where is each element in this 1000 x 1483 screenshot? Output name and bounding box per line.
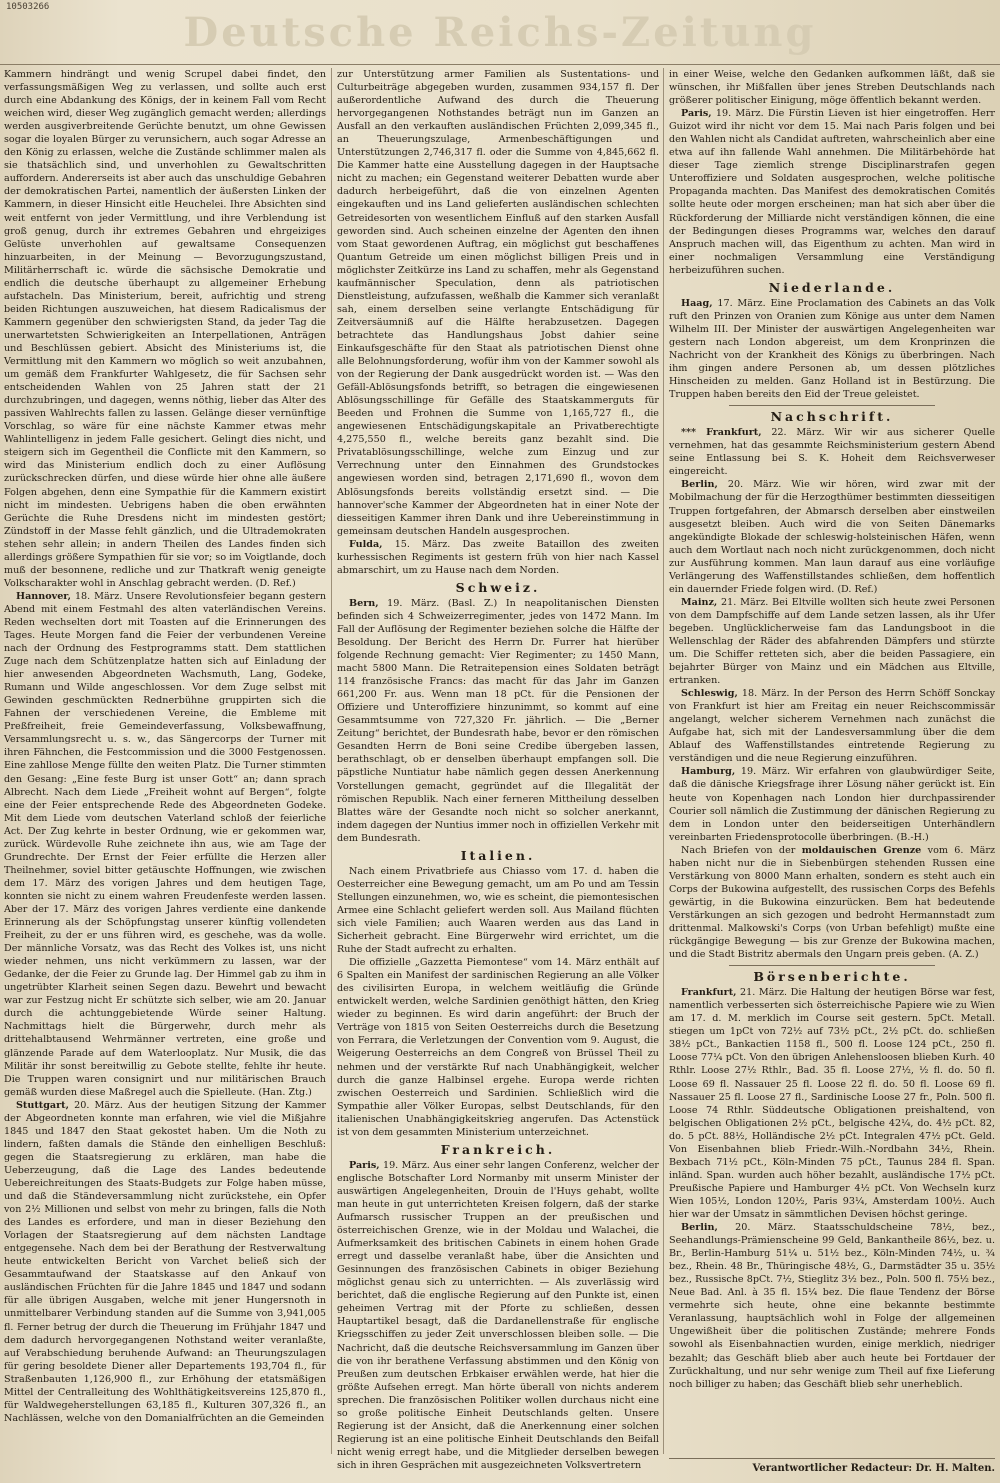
article-text: 21. März. Bei Eltville wollten sich heute zwei Personen von dem Dampfschiffe auf dem Lande setzen lassen, als ihr Ufer begeben. Unglücklicherweise fam das Landungsboot in die Wellenschlag der Räder des abfahrenden Dämpfers und stürzte um. Die Schiffer retteten sich, aber die beiden Passagiere, ein bejahrter Bürger von Mainz und ein Mädchen aus Eltville, ertranken. <box>669 596 995 687</box>
article-paragraph <box>669 1221 995 1391</box>
dateline-place: Paris, <box>681 108 712 120</box>
article-paragraph <box>669 844 995 961</box>
article-paragraph <box>4 590 326 1099</box>
article-text: Nach Briefen von der <box>681 844 802 856</box>
article-text: 18. März. Unsere Revolutionsfeier begann gestern Abend mit einem Festmahl des alten vaterländischen Vereins. Reden wechselten dort mit Toasten auf die Erinnerungen des Tages. Heute Morgen fand die Feier der verbundenen Vereine nach der Ordnung des Festprogramms statt. Dem stattlichen Zuge nach dem Schützenplatze hatten sich auf Einladung der hier anwesenden Abgeordneten Wachsmuth, Lang, Godeke, Rumann und Wilde angeschlossen. Vor dem Zuge selbst mit Gewinden geschmückten Rednerbühne gruppirten sich die Fahnen der verschiedenen Vereine, die Embleme mit Preßfreiheit, freie Gemeindeverfassung, Volksbewaffnung, Versammlungsrecht u. s. w., das Sängercorps der Turner mit ihren Fähnchen, die Festcommission und die 3000 Festgenossen. Eine zahllose Menge füllte den weiten Platz. Die Turner stimmten den Gesang: „Eine feste Burg ist unser Gott“ an; dann sprach Albrecht. Nach dem Liede „Freiheit wohnt auf Bergen“, folgte eine der Feier entsprechende Rede des Abgeordneten Godeke. Mit dem Liede vom deutschen Vaterland schloß der feierliche Act. Der Zug kehrte in bester Ordnung, wie er gekommen war, zurück. Würdevolle Ruhe zeichnete ihn aus, wie am Tage der Grundrechte. Der Ernst der Feier erfüllte die Herzen aller Theilnehmer, soviel bitter getäuschte Hoffnungen, wie zwischen dem 17. März des vorigen Jahres und dem heutigen Tage, konnten sie nicht zu einem wahren Freudenfeste werden lassen. Aber der 17. März des vorigen Jahres verdiente eine dankende Erinnerung als der Schöpfungstag unserer künftig vollendeten Freiheit, zu der er uns führen wird, es geschehe, was da wolle. Der männliche Vorsatz, was das Recht des Volkes ist, uns nicht wieder nehmen, uns nicht verkümmern zu lassen, war der Gedanke, der die Feier zu Grunde lag. Der Himmel gab zu ihm in ungetrübter Klarheit seinen Segen dazu. Bewehrt und bewacht war zur Festzug nicht Er schützte sich selber, wie am 20. Januar durch die achtunggebietende Würde seiner Haltung. Nachmittags hielt die Bürgerwehr, durch mehr als drittehalbtausend Wehrmänner vertreten, eine große und glänzende Parade auf dem Waterlooplatz. Nur Musik, die das Militär ihr sonst bereitwillig zu Gebote stellte, fehlte ihr heute. Die Truppen waren consignirt und nur militärischen Brauch gemäß wurden diese Maßregel auch die Spielleute. (Han. Ztg.) <box>4 590 326 1098</box>
column-1 <box>4 68 326 1454</box>
column-divider <box>331 68 332 1454</box>
dateline-place: Hannover, <box>16 590 72 602</box>
article-paragraph: Kammern hindrängt und wenig Scrupel dabei findet, den verfassungsmäßigen Weg zu verlassen, und sollte auch erst durch eine Abdankung des Königs, der in keinem Fall vom Recht weichen wird, dieser Weg zugänglich gemacht werden; allerdings werden ausgiverbreitende Gerüchte benutzt, um ohne Gewissen sogar die loyalen Bürger zu verunsichern, auch sogar Adresse an den König zu erlassen, welche die Zustände schlimmer malen als sie thatsächlich sind, und unverhohlen zu Gewaltschritten auffordern. Andererseits ist aber auch das unschuldige Gebahren der demokratischen Partei, namentlich der äußersten Linken der Kammern, in dieser Hinsicht eitle Heuchelei. Ihre Absichten sind weit entfernt von jeder Vermittlung, und ihre Verblendung ist groß genug, durch ihr extremes Gebahren und ehrgeiziges Gelüste unverhohlen auf gewaltsame Consequenzen hinzuarbeiten, in der Meinung — Bevorzugungszustand, Militärherrschaft ic. würde die sächsische Demokratie und endlich die deutsche überhaupt zu allgemeiner Erhebung aufstacheln. Das Ministerium, bereit, aufrichtig und streng beiden Richtungen auszuweichen, hat diesem Radicalismus der Kammern gegenüber den schwierigsten Stand, da jeder Tag die unerwartetsten Schwierigkeiten an Interpellationen, Anträgen und Beschlüssen gebiert. Absicht des Ministeriums ist, die Vermittlung mit den Kammern wo möglich so weit anzubahnen, um gemäß dem Frankfurter Wahlgesetz, die für Sachsen sehr entscheidenden Wahlen von 25 Jahren statt der 21 durchzubringen, und dagegen, wenns nöthig, lieber das Alter des passiven Wahlrechts fallen zu lassen. Gelänge dieser vernünftige Vorschlag, so wäre für eine nächste Kammer etwas mehr Wahlintelligenz in jedem Falle gesichert. Gelingt dies nicht, und steigern sich im Gegentheil die Conflicte mit den Kammern, so wird das Ministerium endlich doch zu einer Auflösung zurückschrecken dürfen, und diese würde hier ohne alle äußere Folgen abgehen, denn eine Sympathie für die Kammern existirt nicht im mindesten. Uebrigens haben die oben erwähnten Gerüchte die Ruhe Dresdens nicht im mindesten gestört; Zündstoff in der Masse fehlt gänzlich, und die Ultrademokraten stehen sehr allein; in andern Theilen des Landes finden sich allerdings größere Sympathien für sie vor; so im Voigtlande, doch muß der besonnene, redliche und zur Thatkraft wenig geneigte Volkscharakter wohl in Anschlag gebracht werden. (D. Ref.) <box>4 69 326 589</box>
article-paragraph: Nach einem Privatbriefe aus Chiasso vom 17. d. haben die Oesterreicher eine Bewegung gemacht, um am Po und am Tessin Stellungen einzunehmen, wo, wie es scheint, die piemontesischen Armee eine Schlacht geliefert werden soll. Aus Mailand flüchten sich viele Familien; auch Waaren werden aus das Land in Sicherheit gebracht. Eine Bürgerwehr wird errichtet, um die Ruhe der Stadt aufrecht zu erhalten. <box>337 865 659 956</box>
section-heading: Schweiz. <box>455 579 541 595</box>
dateline-place: moldauischen Grenze <box>801 844 922 856</box>
dateline-place: Stuttgart, <box>16 1099 69 1111</box>
article-text: 19. März. Aus einer sehr langen Conferenz, welcher der englische Botschafter Lord Normanby mit unserm Minister der auswärtigen Angelegenheiten, Drouin de l'Huys gehabt, wollte man heute in gut unterrichteten Kreisen folgern, daß der starke Aufmarsch russischer Truppen an der preußischen und österreichischen Grenze, wie in der Moldau und Walachei, die Aufmerksamkeit des britischen Cabinets in einem hohen Grade erregt und dasselbe veranlaßt habe, über die Ansichten und Gesinnungen des französischen Cabinets in obiger Beziehung möglichst genau sich zu unterrichten. — Als zuverlässig wird berichtet, daß die englische Regierung auf den Punkte ist, einen geheimen Vertrag mit der Pforte zu schließen, dessen Hauptartikel besagt, daß die Dardanellenstraße für englische Kriegsschiffen zu jeder Zeit unverschlossen bleiben solle. — Die Nachricht, daß die deutsche Reichsversammlung im Ganzen über die von ihr berathene Verfassung abstimmen und den König von Preußen zum deutschen Erbkaiser erwählen werde, hat hier die größte Aufsehen erregt. Man hörte überall von nichts anderem sprechen. Die französischen Politiker wollen durchaus nicht eine so große politische Einheit Deutschlands gelten. Unsere Regierung ist der Ansicht, daß die Anerkennung einer solchen Regierung ist an eine politische Einheit Deutschlands den Beifall nicht wenig erregt habe, und die Mitglieder derselben bewegen sich in ihren Gesprächen mit ausgezeichneten Volksvertretern <box>337 1159 659 1471</box>
column-2 <box>337 68 659 1471</box>
dateline-place: Frankfurt, <box>681 987 737 999</box>
article-text: vom 6. März haben nicht nur die in Siebenbürgen stehenden Russen eine Verstärkung von 8000 Mann erhalten, sondern es steht auch ein Corps der Bukowina aufgestellt, des russischen Corps des Befehls gewärtig, in die Bukowina einzurücken. Bem hat bedeutende Verstärkungen an sich gezogen und bedroht Hermannstadt zum drittenmal. Malkowski's Corps (von Urban befehligt) mußte eine rückgängige Bewegung — bis zur Grenze der Bukowina machen, und die Stadt Bistritz abermals den Ungarn preis geben. (A. Z.) <box>669 844 996 961</box>
article-text: 17. März. Eine Proclamation des Cabinets an das Volk ruft den Prinzen von Oranien zum Könige aus unter dem Namen Wilhelm III. Der Minister der auswärtigen Angelegenheiten war gestern nach London abgereist, um dem Kronprinzen die Nachricht von der Krankheit des Königs zu überbringen. Nach ihm gingen andere Personen ab, um dessen plötzliches Hinscheiden zu melden. Ganz Holland ist in Bestürzung. Die Truppen haben bereits den Eid der Treue geleistet. <box>669 297 995 401</box>
dateline-place: *** Frankfurt, <box>681 427 762 439</box>
editor-credit: Verantwortlicher Redacteur: Dr. H. Malten. <box>669 1458 995 1474</box>
column-3 <box>669 68 995 1454</box>
article-paragraph <box>669 107 995 277</box>
dateline-place: Paris, <box>349 1159 380 1171</box>
dateline-place: Fulda, <box>349 538 383 550</box>
top-rule <box>0 64 1000 65</box>
article-text: 20. März. Aus der heutigen Sitzung der Kammer der Abgeordneten konnte man erfahren, wie viel die Mißjahre 1845 und 1847 den Staat gekostet haben. Um die Noth zu lindern, faßten damals die Stände den einhelligen Beschluß: gegen die Staatsregierung zu erklären, man habe die Ueberzeugung, daß die Lage des Landes bedeutende Uebereichreitungen des Staats-Budgets zur Folge haben müsse, und daß die Ständeversammlung nicht zurückstehe, ein Opfer von 2½ Millionen und selbst von mehr zu bringen, falls die Noth des Landes es erfordere, und man in dieser Beziehung den Vorlagen der Staatsregierung auf dem nächsten Landtage entgegensehe. Nach dem bei der Berathung der Restverwaltung heute entwickelten Bericht von Varchet beließ sich der Gesammtaufwand der Staatskasse auf den Ankauf von ausländischen Früchten für die Jahre 1845 und 1847 und sodann für alle übrigen Ausgaben, welche mit jener Hungersnoth in unmittelbarer Verbindung standen auf die Summe von 3,941,005 fl. Ferner betrug der durch die Theuerung im Frühjahr 1847 und dem dadurch hervorgegangenen Nothstand weiter veranlaßte, auf Verabschiedung beruhende Aufwand: an Theurungszulagen für gering besoldete Diener aller Departements 193,704 fl., für Straßenbauten 1,126,900 fl., zur Erhöhung der etatsmäßigen Mittel der Centralleitung des Wohlthätigkeitsvereins 125,870 fl., für Waldwegeherstellungen 63,185 fl., Kulturen 307,326 fl., an Nachlässen, welche von den Domanialfrüchten an die Gemeinden <box>4 1099 326 1424</box>
article-text: 15. März. Das zweite Bataillon des zweiten kurhessischen Regiments ist gestern früh von hier nach Kassel abmarschirt, um zu Hause nach dem Norden. <box>337 538 659 576</box>
article-paragraph <box>669 986 995 1221</box>
section-heading: Italien. <box>460 847 536 863</box>
article-paragraph: Die offizielle „Gazzetta Piemontese“ vom 14. März enthält auf 6 Spalten ein Manifest der sardinischen Regierung an alle Völker des civilisirten Europa, in welchem weitläufig die Gründe entwickelt werden, welche Sardinien genöthigt hätten, den Krieg wieder zu beginnen. Es wird darin angeführt: der Bruch der Verträge von 1815 von Seiten Oesterreichs durch die Besetzung von Ferrara, die Verletzungen der Convention vom 9. August, die Weigerung Oesterreichs an dem Congreß von Brüssel Theil zu nehmen und der verstärkte Ruf nach Unabhängigkeit, welcher durch die ganze Halbinsel ergehe. Europa werde richten zwischen Oesterreich und Sardinien. Schließlich wird die Sympathie aller Völker Europas, selbst Deutschlands, für den italienischen Unabhängigkeitskrieg angerufen. Das Actenstück ist von dem gesammten Ministerium unterzeichnet. <box>337 957 659 1138</box>
section-heading: Börsenberichte. <box>753 969 911 985</box>
article-paragraph <box>669 297 995 401</box>
section-heading: Frankreich. <box>440 1141 556 1157</box>
column-divider <box>663 68 664 1454</box>
article-paragraph <box>4 1099 326 1425</box>
section-heading: Nachschrift. <box>770 409 894 425</box>
article-paragraph: zur Unterstützung armer Familien als Sustentations- und Culturbeiträge abgegeben wurden, zusammen 934,157 fl. Der außerordentliche Aufwand des durch die Theuerung hervorgegangenen Nothstandes beträgt nun im Ganzen an Ausfall an den verkauften ausländischen Früchten 2,099,345 fl., an Theuerungszulage, Armenbeschäftigungen und Unterstützungen 2,746,317 fl. oder die Summe von 4,845,662 fl. Die Kammer hatte eine Ausstellung dagegen in der Hauptsache nicht zu machen; ein Gegenstand weiterer Debatten wurde aber dadurch herbeigeführt, daß die von einzelnen Agenten eingekauften und ins Land gelieferten ausländischen schlechten Getreidesorten von wesentlichem Einfluß auf den starken Ausfall geworden sind. Auch scheinen einzelne der Agenten den ihnen vom Staat gewordenen Auftrag, ein möglichst gut beschaffenes Quantum Getreide um einen möglichst billigen Preis und in möglichster Zeitkürze ins Land zu schaffen, mehr als Gegenstand kaufmännischer Speculation, denn als patriotischen Dienstleistung, aufzufassen, weßhalb die Kammer sich veranlaßt sah, einem derselben seine verlangte Entschädigung für Zeitversäumniß auf die Hälfte herabzusetzen. Dagegen betrachtete das Handlungshaus Jobst dahier seine Einkaufsgeschäfte für den Staat als patriotischen Dienst ohne alle Belohnungsforderung, wofür ihm von der Kammer sowohl als von der Regierung der Dank ausgedrückt worden ist. — Was den Gefäll-Ablösungsfonds betrifft, so betragen die eingewiesenen Ablösungsschillinge für Gefälle des Staatskammerguts für Beeden und Frohnen die Summe von 1,165,727 fl., die angewiesenen Entschädigungskapitale an Privatberechtigte 4,275,550 fl., welche bereits ganz bezahlt sind. Die Privatablösungsschillinge, welche zum Einzug und zur Verrechnung unter den Einnahmen des Grundstockes angewiesen worden sind, betragen 2,171,690 fl., wovon dem Ablösungsfonds bereits vollständig ersetzt sind. — Die hannover'sche Kammer der Abgeordneten hat in einer Note der diesseitigen Kammer ihren Dank und ihre Uebereinstimmung in gemeinsam deutschen Handeln ausgesprochen. <box>337 69 659 537</box>
dateline-place: Mainz, <box>681 596 718 608</box>
article-paragraph <box>337 538 659 577</box>
section-separator <box>729 965 935 966</box>
archive-id: 10503266 <box>6 2 50 12</box>
dateline-place: Berlin, <box>681 479 718 491</box>
article-paragraph <box>669 478 995 595</box>
article-paragraph <box>337 597 659 845</box>
section-separator <box>729 405 935 406</box>
dateline-place: Hamburg, <box>681 766 736 778</box>
article-paragraph <box>669 765 995 843</box>
article-text: 19. März. Wir erfahren von glaubwürdiger Seite, daß die dänische Kriegsfrage ihrer Lösung näher gerückt ist. Ein heute von Kopenhagen nach London hier durchpassirender Courier soll nämlich die Zustimmung der dänischen Regierung zu dem in London unter den beiderseitigen Unterhändlern vereinbarten Friedensprotocolle überbringen. (B.-H.) <box>669 766 995 843</box>
dateline-place: Schleswig, <box>681 688 738 700</box>
article-paragraph <box>669 596 995 687</box>
masthead-bleedthrough: Deutsche Reichs-Zeitung <box>183 9 817 56</box>
article-text: 19. März. Die Fürstin Lieven ist hier eingetroffen. Herr Guizot wird ihr nicht vor dem 15. Mai nach Paris folgen und bei den Wahlen nicht als Candidat auftreten, wahrscheinlich aber eine etwa auf ihn fallende Wahl annehmen. Die Militärbehörde hat dieser Tage ziemlich strenge Disciplinarstrafen gegen Unteroffiziere und Soldaten ausgesprochen, welche politische Propaganda machten. Das Manifest des demokratischen Comités sollte heute oder morgen erscheinen; man hat sich aber über die Rückforderung der Milliarde nicht verständigen können, die eine der Bedingungen dieses Programms war, welches den darauf Anspruch machen will, das Eigenthum zu achten. Man wird in einer nochmaligen Versammlung eine Verständigung herbeizuführen suchen. <box>669 108 995 276</box>
article-paragraph: in einer Weise, welche den Gedanken aufkommen läßt, daß sie wünschen, ihr Mißfallen über jenes Streben Deutschlands nach größerer politischer Einigung, möge öffentlich bekannt werden. <box>669 69 995 107</box>
article-text: 22. März. Wir wir aus sicherer Quelle vernehmen, hat das gesammte Reichsministerium gestern Abend seine Entlassung bei S. K. Hoheit dem Reichsverweser eingereicht. <box>669 427 995 478</box>
article-paragraph <box>669 687 995 765</box>
article-text: 18. März. In der Person des Herrn Schöff Sonckay von Frankfurt ist hier am Freitag ein neuer Reichscommissär angelangt, welcher sicherem Vernehmen nach zunächst die Aufgabe hat, sich mit der Landesversammlung über die dem Ablauf des Waffenstillstandes eintretende Regierung zu verständigen und die neue Regierung einzuführen. <box>669 688 995 765</box>
article-text: 21. März. Die Haltung der heutigen Börse war fest, namentlich verbesserten sich österreichische Papiere wie zu Wien am 17. d. M. merklich im Course seit gestern. 5pCt. Metall. stiegen um 1pCt von 72½ auf 73½ pCt., 2½ pCt. do. schließen 38½ pCt., Bankactien 1158 fl., 500 fl. Loose 124 pCt., 250 fl. Loose 77¼ pCt. Von den übrigen Anlehensloosen blieben Kurh. 40 Rthlr. Loose 27½ Rthlr., Bad. 35 fl. Loose 27½, ½ fl. do. 50 fl. Loose 69 fl. Nassauer 25 fl. Loose 22 fl. do. 50 fl. Loose 69 fl. Nassauer 25 fl. Loose 27 fl., Sardinische Loose 27 fr., Poln. 500 fl. Loose 74 Rthlr. Süddeutsche Obligationen preishaltend, von belgischen Obligationen 2½ pCt., belgische 42¼, do. 4½ pCt. 82, do. 5 pCt. 88½, Holländische 2½ pCt. Integralen 47½ pCt. Geld. Von Eisenbahnen blieb Friedr.-Wilh.-Nordbahn 34½, Rhein. Bexbach 71½ pCt., Köln-Minden 75 pCt., Taunus 284 fl. Span. inländ. Span. wurden auch höher bezahlt, ausländische 17½ pCt. Preußische Papiere und Hamburger 4½ pCt. Von Wechseln kurz Wien 105½, London 120½, Paris 93¼, Amsterdam 100½. Auch hier war der Umsatz in sämmtlichen Devisen höchst geringe. <box>669 987 995 1220</box>
article-paragraph <box>337 1159 659 1472</box>
section-heading: Niederlande. <box>768 279 896 295</box>
dateline-place: Haag, <box>681 297 713 309</box>
dateline-place: Bern, <box>349 597 379 609</box>
dateline-place: Berlin, <box>681 1222 718 1234</box>
article-paragraph <box>669 426 995 478</box>
article-text: 19. März. (Basl. Z.) In neapolitanischen Diensten befinden sich 4 Schweizerregimenter, jedes von 1472 Mann. Im Fall der Auflösung der Regimenter beziehen solche die Hälfte der Besoldung. Der Bericht des Herrn Dr. Furrer hat hierüber folgende Rechnung gemacht: Vier Regimenter; zu 1450 Mann, macht 5800 Mann. Die Retraitepension eines Soldaten beträgt 114 französische Francs: das macht für das Jahr im Ganzen 661,200 Fr. aus. Wenn man 18 pCt. für die Pensionen der Offiziere und Unteroffiziere hinzunimmt, so kommt auf eine Gesammtsumme von 727,320 Fr. jährlich. — Die „Berner Zeitung“ berichtet, der Bundesrath habe, bevor er den römischen Gesandten Herrn de Boni seine Credibe übergeben lassen, berathschlagt, ob er denselben überhaupt empfangen soll. Die päpstliche Nuntiatur habe nämlich gegen dessen Anerkennung Vorstellungen gemacht, gegründet auf die Illegalität der römischen Republik. Nach einer ferneren Mittheilung desselben Blattes wäre der Gesandte noch nicht so solcher anerkannt, indem dagegen der Nuntius immer noch in offiziellen Verkehr mit dem Bundesrath. <box>337 597 659 844</box>
article-text: 20. März. Staatsschuldscheine 78½, bez., Seehandlungs-Prämienscheine 99 Geld, Bankantheile 86½, bez. u. Br., Berlin-Hamburg 51¼ u. 51½ bez., Köln-Minden 74½, u. ¾ bez., Rhein. 48 Br., Thüringische 48½, G., Darmstädter 35 u. 35½ bez., Russische 8pCt. 7½, Stieglitz 3½ bez., Poln. 500 fl. 75½ bez., Neue Bad. Anl. à 35 fl. 15¼ bez. Die flaue Tendenz der Börse vermehrte sich heute, ohne eine bekannte bestimmte Veranlassung, hauptsächlich wohl in Folge der allgemeinen Ungewißheit über die politischen Zustände; mehrere Fonds sowohl als Eisenbahnactien wurden, einige merklich, niedriger bezahlt; das Geschäft blieb aber auch heute bei Fortdauer der Zurückhaltung, und nur sehr wenige zum Theil auf fixe Lieferung noch billiger zu haben; das Geschäft blieb sehr unerheblich. <box>669 1222 995 1390</box>
article-text: 20. März. Wie wir hören, wird zwar mit der Mobilmachung der für die Herzogthümer bestimmten diesseitigen Truppen fortgefahren, der Abmarsch derselben aber einstweilen ausgesetzt bleiben. Auch wird die von Seiten Dänemarks angekündigte Blokade der schleswig-holsteinischen Häfen, wenn auch dem Wortlaut nach noch nicht zurückgenommen, doch nicht zur Ausführung kommen. Man laun darauf aus eine vorläufige Verlängerung des Waffenstillstandes schließen, dem hoffentlich ein dauernder Friede folgen wird. (D. Ref.) <box>669 479 995 595</box>
